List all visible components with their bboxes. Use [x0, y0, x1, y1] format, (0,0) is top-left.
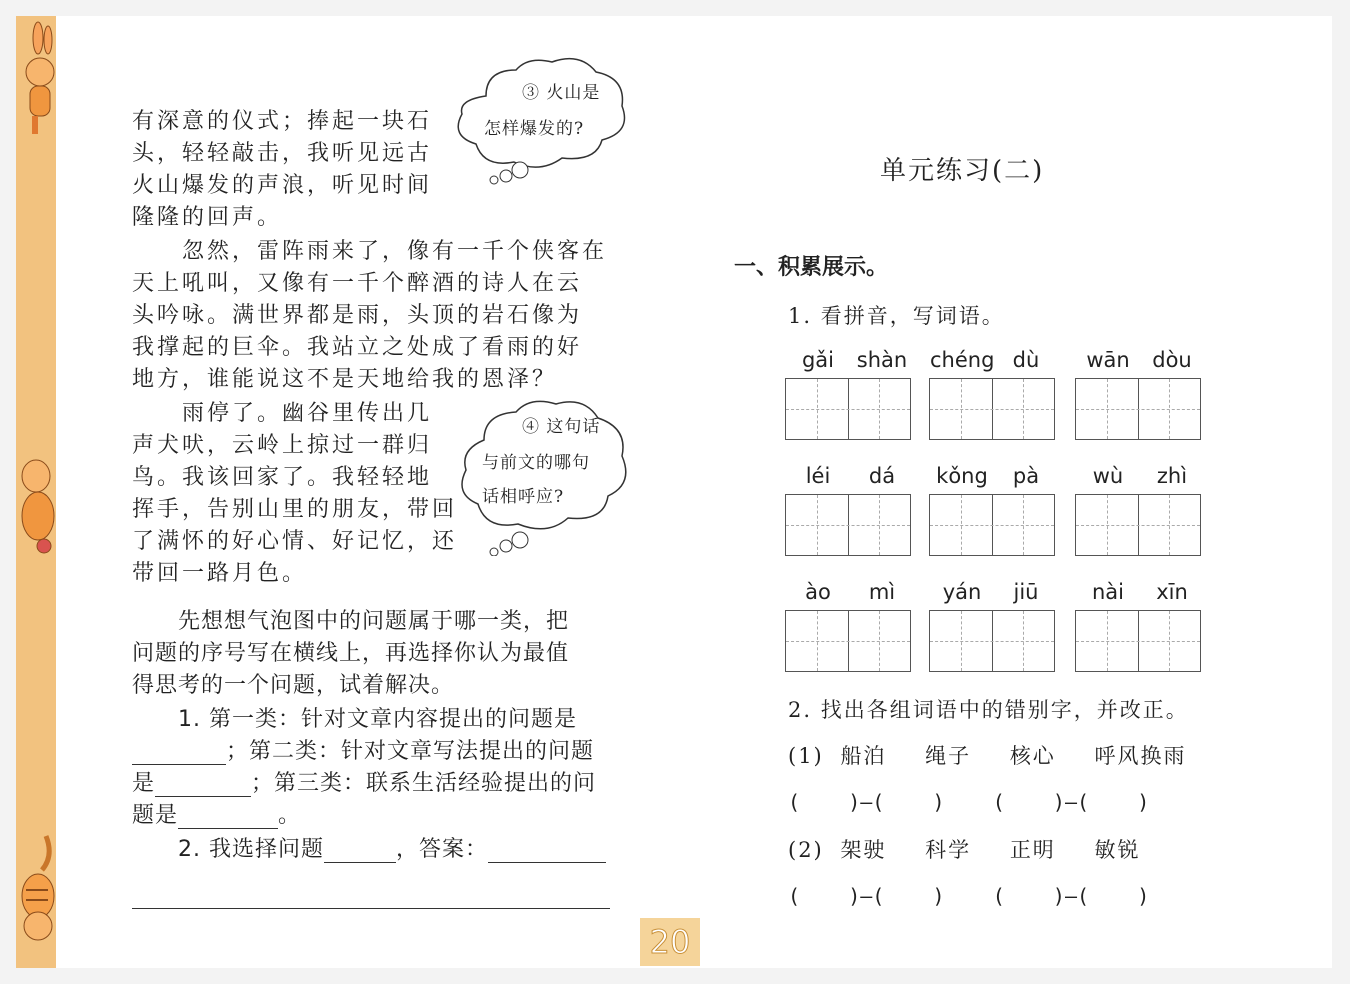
question-1-line: 1. 第一类：针对文章内容提出的问题是	[132, 707, 577, 732]
passage-line: 雨停了。幽谷里传出几	[132, 401, 433, 426]
writing-grid[interactable]	[1075, 610, 1201, 672]
question-1-line	[132, 798, 301, 829]
pinyin-label: wù	[1092, 464, 1124, 488]
word: 科学	[925, 838, 972, 862]
task-instruction-line: 问题的序号写在横线上，再选择你认为最值	[132, 641, 570, 666]
pinyin-label: dá	[868, 464, 896, 488]
tiger-mascot-icon	[16, 826, 56, 956]
answer-long-line[interactable]	[132, 908, 610, 909]
question-2-text: 2. 我选择问题	[132, 837, 324, 862]
bubble-4-line: ④ 这句话	[522, 417, 601, 437]
pinyin-label: dù	[1012, 348, 1040, 372]
writing-grid[interactable]	[929, 610, 1055, 672]
rabbit-mascot-icon	[16, 20, 56, 140]
question-1-text: ；第三类：联系生活经验提出的问	[251, 771, 597, 796]
word-group-2	[788, 834, 1141, 864]
passage-line: 了满怀的好心情、好记忆，还	[132, 529, 458, 554]
pinyin-label: pà	[1012, 464, 1040, 488]
answer-blank[interactable]	[324, 842, 396, 863]
word: 呼风换雨	[1094, 744, 1187, 768]
bubble-4-line: 话相呼应?	[482, 487, 565, 507]
word: 敏锐	[1094, 838, 1141, 862]
pinyin-label: dòu	[1152, 348, 1192, 372]
task-instruction-line: 得思考的一个问题，试着解决。	[132, 673, 455, 698]
writing-grid[interactable]	[929, 494, 1055, 556]
question-2-line	[132, 832, 606, 863]
passage-line: 有深意的仪式；捧起一块石	[132, 109, 433, 134]
passage-line: 头，轻轻敲击，我听见远古	[132, 141, 433, 166]
word: 核心	[1009, 744, 1056, 768]
passage-line: 头吟咏。满世界都是雨，头顶的岩石像为	[132, 303, 583, 328]
passage-line: 声犬吠，云岭上掠过一群归	[132, 433, 433, 458]
group-label: (1)	[788, 744, 824, 768]
word: 架驶	[840, 838, 887, 862]
pinyin-label: mì	[868, 580, 896, 604]
passage-line: 带回一路月色。	[132, 561, 308, 586]
section-heading: 一、积累展示。	[734, 255, 889, 280]
page-title: 单元练习(二)	[880, 156, 1045, 186]
answer-blank[interactable]	[132, 744, 226, 765]
question-1-text: ；第二类：针对文章写法提出的问题	[226, 739, 595, 764]
word: 绳子	[925, 744, 972, 768]
word-group-1	[788, 740, 1187, 770]
passage-line: 火山爆发的声浪，听见时间	[132, 173, 433, 198]
passage-line: 挥手，告别山里的朋友，带回	[132, 497, 458, 522]
pinyin-label: zhì	[1156, 464, 1188, 488]
page-number: 20	[640, 918, 700, 966]
exercise-2-prompt: 2. 找出各组词语中的错别字，并改正。	[788, 698, 1189, 722]
pinyin-label: wān	[1086, 348, 1130, 372]
pinyin-label: ào	[805, 580, 831, 604]
squirrel-mascot-icon	[16, 446, 56, 556]
pinyin-label: léi	[805, 464, 831, 488]
passage-line: 天上吼叫，又像有一千个醉酒的诗人在云	[132, 271, 583, 296]
question-1-line	[132, 766, 596, 797]
pinyin-label: kǒng	[936, 464, 988, 488]
task-instruction-line: 先想想气泡图中的问题属于哪一类，把	[132, 609, 570, 634]
word: 船泊	[840, 744, 887, 768]
question-1-text: 。	[278, 803, 302, 828]
group-label: (2)	[788, 838, 824, 862]
passage-line: 鸟。我该回家了。我轻轻地	[132, 465, 433, 490]
passage-line: 忽然，雷阵雨来了，像有一千个侠客在	[132, 239, 608, 264]
pinyin-label: jiū	[1013, 580, 1039, 604]
bubble-3-line: ③ 火山是	[522, 83, 601, 103]
bubble-3-line: 怎样爆发的?	[484, 119, 585, 139]
correction-blanks[interactable]: ( )—( ) ( )—( )	[788, 884, 1150, 908]
word: 正明	[1009, 838, 1056, 862]
question-1-text: 是	[132, 771, 156, 796]
writing-grid[interactable]	[929, 378, 1055, 440]
pinyin-label: nài	[1091, 580, 1124, 604]
pinyin-label: gǎi	[801, 348, 835, 372]
correction-blanks[interactable]: ( )—( ) ( )—( )	[788, 790, 1150, 814]
writing-grid[interactable]	[785, 378, 911, 440]
workbook-spread	[16, 16, 1332, 968]
bubble-4-line: 与前文的哪句	[482, 453, 590, 473]
pinyin-label: chéng	[930, 348, 995, 372]
pinyin-label: shàn	[856, 348, 908, 372]
writing-grid[interactable]	[785, 610, 911, 672]
answer-blank[interactable]	[155, 776, 251, 797]
answer-blank[interactable]	[488, 842, 606, 863]
writing-grid[interactable]	[1075, 494, 1201, 556]
writing-grid[interactable]	[1075, 378, 1201, 440]
passage-line: 隆隆的回声。	[132, 205, 283, 230]
question-1-text: 题是	[132, 803, 179, 828]
question-1-line	[132, 734, 594, 765]
pinyin-label: xīn	[1156, 580, 1188, 604]
question-2-text: ，答案：	[395, 837, 488, 862]
writing-grid[interactable]	[785, 494, 911, 556]
passage-line: 地方，谁能说这不是天地给我的恩泽？	[132, 367, 558, 392]
pinyin-label: yán	[942, 580, 982, 604]
passage-line: 我撑起的巨伞。我站立之处成了看雨的好	[132, 335, 583, 360]
answer-blank[interactable]	[178, 808, 278, 829]
exercise-1-prompt: 1. 看拼音，写词语。	[788, 304, 1005, 328]
